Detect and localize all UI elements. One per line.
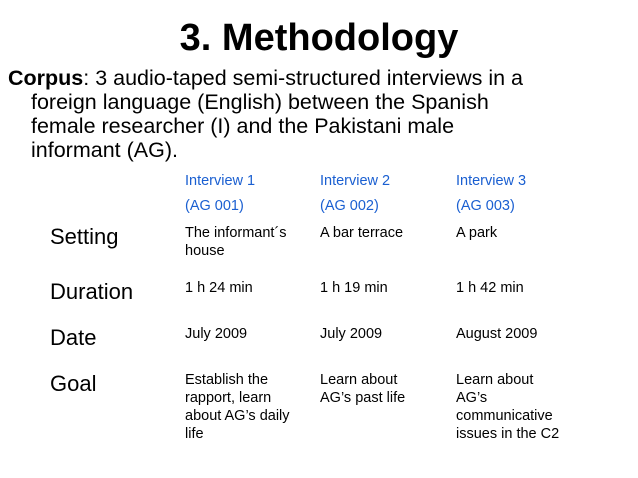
cell-line: A bar terrace <box>320 225 404 241</box>
table-cell <box>185 325 247 343</box>
row-label-duration: Duration <box>50 279 134 304</box>
corpus-line-3: female researcher (I) and the Pakistani male <box>31 114 455 138</box>
cell-line: Establish the <box>185 372 269 388</box>
table-cell <box>320 279 388 297</box>
cell-line: AG’s <box>456 390 488 406</box>
cell-line: house <box>185 243 225 259</box>
cell-line: August 2009 <box>456 326 538 342</box>
col-header-3 <box>456 172 526 215</box>
table-cell <box>320 371 405 407</box>
row-label-setting: Setting <box>50 224 119 249</box>
cell-line: A park <box>456 225 498 241</box>
col-header-2 <box>320 172 390 215</box>
table-cell <box>320 224 403 242</box>
cell-line: July 2009 <box>185 326 248 342</box>
row-label-date: Date <box>50 325 97 350</box>
corpus-paragraph <box>8 66 634 162</box>
col-header-code: (AG 001) <box>185 198 244 214</box>
cell-line: rapport, learn <box>185 390 272 406</box>
table-cell <box>456 325 537 343</box>
col-header-code: (AG 002) <box>320 198 379 214</box>
col-header-1 <box>185 172 255 215</box>
table-cell <box>456 371 559 443</box>
cell-line: Learn about <box>320 372 398 388</box>
table-cell <box>185 279 253 297</box>
table-cell <box>320 325 382 343</box>
col-header-name: Interview 3 <box>456 173 527 189</box>
table-cell <box>185 224 287 260</box>
corpus-line-4: informant (AG). <box>31 138 178 162</box>
table-cell <box>185 371 290 443</box>
cell-line: issues in the C2 <box>456 426 560 442</box>
col-header-code: (AG 003) <box>456 198 515 214</box>
cell-line: 1 h 19 min <box>320 280 388 296</box>
cell-line: 1 h 42 min <box>456 280 524 296</box>
slide-title: 3. Methodology <box>179 17 459 59</box>
cell-line: July 2009 <box>320 326 383 342</box>
corpus-line-1 <box>8 66 634 90</box>
cell-line: AG’s past life <box>320 390 406 406</box>
table-cell <box>456 279 524 297</box>
corpus-label: Corpus <box>8 66 84 90</box>
table-cell <box>456 224 497 242</box>
cell-line: Learn about <box>456 372 534 388</box>
corpus-line-2: foreign language (English) between the Spanish <box>31 90 489 114</box>
row-label-goal: Goal <box>50 371 97 396</box>
cell-line: The informant´s <box>185 225 287 241</box>
cell-line: life <box>185 426 204 442</box>
col-header-name: Interview 1 <box>185 173 256 189</box>
cell-line: communicative <box>456 408 553 424</box>
cell-line: about AG’s daily <box>185 408 290 424</box>
cell-line: 1 h 24 min <box>185 280 253 296</box>
corpus-text-1: : 3 audio-taped semi-structured interviews in a <box>83 66 524 90</box>
col-header-name: Interview 2 <box>320 173 391 189</box>
